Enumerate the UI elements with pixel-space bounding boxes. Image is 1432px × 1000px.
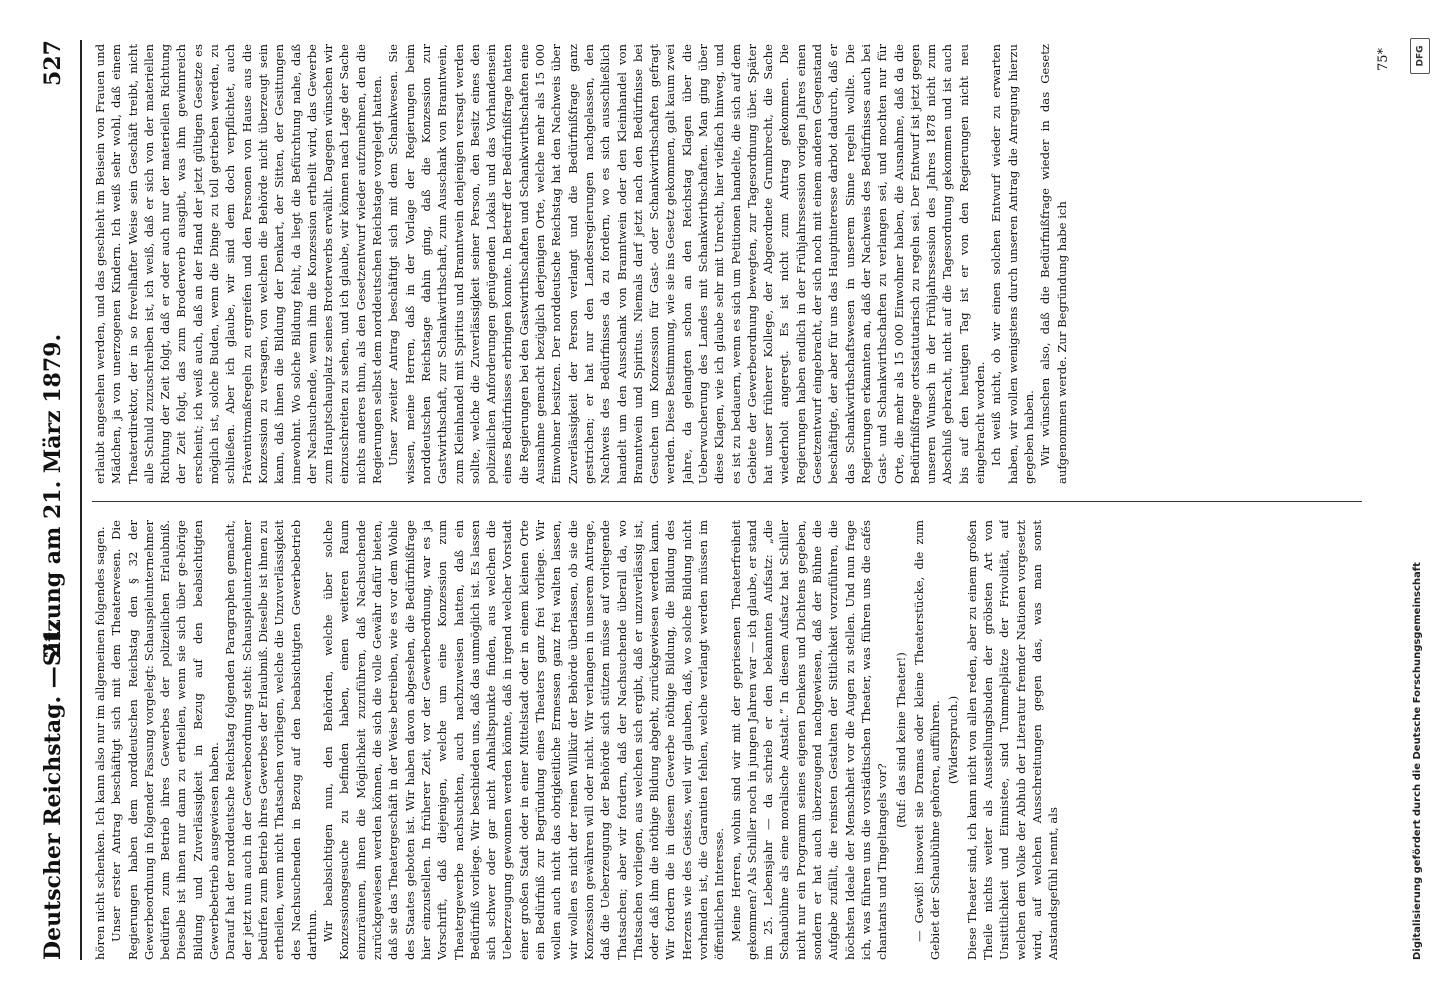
header-page-number: 527 [40,40,66,86]
header-publication: Deutscher Reichstag. — 21. [40,620,66,960]
column-divider [92,501,1362,502]
header-rule [80,40,82,960]
digitization-credit: Digitalisierung gefördert durch die Deutsche Forschungsgemeinschaft [1412,562,1423,960]
paragraph: — Gewiß! insoweit sie Dramas oder kleine Theaterstücke, die zum Gebiet der Schaubühne gehören, aufführen. [911,520,943,960]
paragraph: Darauf hat der norddeutsche Reichstag folgenden Paragraphen gemacht, der jetzt nun auch in der Gewerbeordnung steht: Schauspielunternehmer bedürfen zum Betrieb ihres Gewerbes der Erlaubniß. Dieselbe ist ihnen zu ertheilen, wenn nicht Thatsachen vorliegen, welche die Unzuverlässigkeit des Nachsuchenden in Bezug auf den beabsichtigten Gewerbebetrieb darthun. [223,520,319,960]
paragraph: Unser zweiter Antrag beschäftigt sich mit dem Schankwesen. Sie wissen, meine Herren, daß in der Vorlage der Regierungen beim norddeutschen Reichstage dahin ging, daß die Konzession zur Gastwirthschaft, zur Schankwirthschaft, zum Ausschank von Branntwein, zum Kleinhandel mit Spiritus und Branntwein denjenigen versagt werden sollte, welche die Zuverlässigkeit seiner Person, den Besitz eines den polizeilichen Anforderungen genügenden Lokals und das Vorhandensein eines Bedürfnisses erbringen konnte. In Betreff der Bedürfnißfrage hatten die Regierungen bei den Gastwirthschaften und Schankwirthschaften eine Ausnahme gemacht bezüglich derjenigen Orte, welche mehr als 15 000 Einwohner besitzen. Der norddeutsche Reichstag hat den Nachweis über Zuverlässigkeit der Person verlangt und die Bedürfnißfrage ganz gestrichen; er hat nur den Landesregierungen nachgelassen, den Nachweis des Bedürfnisses da zu fordern, wo es sich ausschließlich handelt um den Ausschank von Branntwein oder den Kleinhandel von Branntwein und Spiritus. Niemals darf jetzt nach den Bedürfnisse bei Gesuchen um Konzession für Gast- oder Schankwirthschaften gefragt werden. Diese Bestimmung, wie sie ins Gesetz gekommen, galt kaum zwei Jahre, da gelangten schon an den Reichstag Klagen über die Ueberwucherung des Landes mit Schankwirthschaften. Man ging über diese Klagen, wie ich glaube sehr mit Unrecht, hier vielfach hinweg, und es ist zu bedauern, wenn es sich um Petitionen handelte, die sich auf dem Gebiete der Gewerbeordnung bewegten, zur Tagesordnung über. Später hat unser früherer Kollege, der Abgeordnete Grumbrecht, die Sache wiederholt angeregt. Es ist nicht zum Antrag gekommen. Die Regierungen haben endlich in der Frühjahrssession vorigen Jahres einen Gesetzentwurf eingebracht, der sich noch mit einem anderen Gegenstand beschäftigte, der aber für uns das Hauptinteresse darbot dadurch, daß er das Schankwirthschaftswesen in unserem Sinne regeln wollte. Die Regierungen erkannten an, daß der Nachweis des Bedürfnisses auch bei Gast- und Schankwirthschaften zu verlangen sei, und mochten nur für Orte, die mehr als 15 000 Einwohner haben, die Ausnahme, daß da die Bedürfnißfrage ortsstatutarisch zu regeln sei. Der Entwurf ist jetzt gegen unseren Wunsch in der Frühjahrssession des Jahres 1878 nicht zum Abschluß gebracht, nicht auf die Tagesordnung gekommen und ist auch bis auf den heutigen Tag ist er von den Regierungen nicht neu eingebracht worden. [386,44,988,484]
paragraph: Meine Herren, wohin sind wir mit der gepriesenen Theaterfreiheit gekommen? Als Schiller noch in jungen Jahren war — ich glaube, er stand im 25. Lebensjahr — da schrieb er den bekannten Aufsatz: „die Schaubühne als eine moralische Anstalt.“ In diesem Aufsatz hat Schiller nicht nur ein Programm seines eigenen Denkens und Dichtens gegeben, sondern er hat auch überzeugend nachgewiesen, daß der Bühne die Aufgabe zufällt, die reinsten Gestalten der Sittlichkeit vorzuführen, die höchsten Ideale der Menschheit vor die Augen zu stellen. Und nun frage ich, was führen uns die vorstädtischen Theater, was führen uns die cafés chantants und Tingeltangels vor? [728,520,890,960]
paragraph: Diese Theater sind, ich kann nicht von allen reden, aber zu einem großen Theile nichts weiter als Ausstellungsbuden der gröbsten Art von Unsittlichkeit und Einnistee, sind Tummelplätze der Frivolität, auf welchen dem Volke der Abhub der Literatur fremder Nationen vorgesetzt wird, auf welchen Ausschreitungen gegen das, was man sonst Anstandsgefühl nennt, als [964,520,1061,960]
page-header [32,40,76,960]
paragraph: erlaubt angesehen werden, und das geschieht im Beisein von Frauen und Mädchen, ja von unerzogenen Kindern. Ich weiß sehr wohl, daß einem Theaterdirektor, der in so frevelhafter Weise sein Geschäft treibt, nicht alle Schuld zuzuschreiben ist, ich weiß, daß er sich von der materiellen Richtung der Zeit folgt, daß er oder auch nur der materiellen Richtung der Zeit folgt, das zum Broderwerb ausgibt, was ihm gewinnreich erscheint; ich weiß auch, daß an der Hand der jetzt gültigen Gesetze es möglich ist, solche Buden, wenn die Dinge zu toll getrieben werden, zu schließen. Aber ich glaube, wir sind dem doch verpflichtet, auch Präventivmaßregeln zu ergreifen und den Personen von Hause aus die Konzession zu versagen, von welchen die Behörde nicht überzeugt sein kann, daß ihnen die Bildung der Denkart, der Sitten, der Gesittungen innewohnt. Wo solche Bildung fehlt, da liegt die Befürchtung nahe, daß der Nachsuchende, wenn ihm die Konzession ertheilt wird, das Gewerbe zum Hauptschauplatz seines Broterwerbs erwählt. Dagegen wünschen wir einzuschreiten zu sehen, und ich glaube, wir können nach Lage der Sache nichts anderes thun, als den Gesetzentwurf wieder aufzunehmen, den die Regierungen selbst dem norddeutschen Reichstage vorgelegt hatten. [93,44,385,484]
header-session-date: Sitzung am 21. März 1879. [40,333,66,667]
paragraph: Wir beabsichtigen nun, den Behörden, welche über solche Konzessionsgesuche zu befinden haben, einen weiteren Raum einzuräumen, ihnen die Möglichkeit zuzuführen, daß Nachsuchende zurückgewiesen werden können, die sich die volle Gewähr dafür bieten, daß sie das Theatergeschäft in der Weise betreiben, wie es vor dem Wohle des Staates geboten ist. Wir haben davon abgesehen, die Bedürfnißfrage hier einzustellen. In früherer Zeit, vor der Gewerbeordnung, war es ja Vorschrift, daß diejenigen, welche um eine Konzession zum Theatergewerbe nachsuchten, auch nachzuweisen hatten, daß ein Bedürfniß vorliege. Wir beschieden uns, daß das unmöglich ist. Es lassen sich schwer oder gar nicht Anhaltspunkte finden, aus welchen die Ueberzeugung gewonnen werden könnte, daß in irgend welcher Vorstadt einer großen Stadt oder in einer Mittelstadt oder in einem kleinen Orte ein Bedürfniß zur Begründung eines Theaters ganz frei vorliege. Wir wollen auch nicht das obrigkeitliche Ermessen ganz frei walten lassen, wir wollen es nicht der reinen Willkür der Behörde überlassen, ob sie die Konzession gewähren will oder nicht. Wir verlangen in unserem Antrage, daß die Ueberzeugung der Behörde sich stützen müsse auf vorliegende Thatsachen; aber wir fordern, daß der Nachsuchende überall da, wo Thatsachen vorliegen, aus welchen sich ergibt, daß er unzuverlässig ist, oder daß ihm die nöthige Bildung abgeht, zurückgewiesen werden kann. Wir fordern die in diesem Gewerbe nöthige Bildung, die Bildung des Herzens wie des Geistes, weil wir glauben, daß, wo solche Bildung nicht vorhanden ist, die Garantien fehlen, welche verlangt werden müssen im öffentlichen Interesse. [321,520,727,960]
paragraph: (Ruf: das sind keine Theater!) [893,652,908,828]
paragraph: (Widerspruch.) [946,695,961,785]
left-column [92,520,1372,960]
paragraph: hören nicht schenken. Ich kann also nur im allgemeinen folgendes sagen. [93,526,107,960]
paragraph: Wir wünschen also, daß die Bedürfnißfrage wieder in das Gesetz aufgenommen werde. Zur Begründung habe ich [1038,44,1069,484]
signature-mark: 75* [1376,48,1391,72]
dfg-logo: DFG [1410,38,1430,74]
digitization-sidebar [1408,30,1432,970]
paragraph: Unser erster Antrag beschäftigt sich mit dem Theaterwesen. Die Regierungen haben dem norddeutschen Reichstag den § 32 der Gewerbeordnung in folgender Fassung vorgelegt: Schauspielunternehmer bedürfen zum Betrieb ihres Gewerbes der polizeilichen Erlaubniß. Dieselbe ist ihnen nur dann zu ertheilen, wenn sie sich über ge-hörige Bildung und Zuverlässigkeit in Bezug auf den beabsichtigten Gewerbebetrieb ausgewiesen haben. [109,520,222,960]
paragraph: Ich weiß nicht, ob wir einen solchen Entwurf wieder zu erwarten haben, wir wollen wenigstens durch unseren Antrag die Anregung hierzu gegeben haben. [989,44,1036,484]
right-column [92,44,1372,484]
